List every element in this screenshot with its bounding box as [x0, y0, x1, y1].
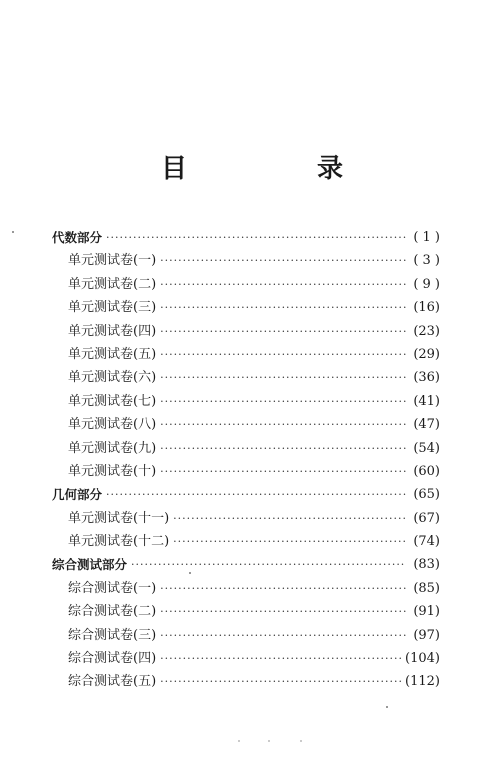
toc-entry[interactable] [52, 647, 440, 670]
toc-entry-page: (112) [405, 674, 440, 690]
scan-speck [300, 740, 302, 742]
toc-entry-page: (47) [413, 417, 440, 433]
toc-entry-page: (29) [413, 346, 440, 362]
toc-entry-page: (104) [405, 651, 440, 667]
dot-leader [160, 577, 406, 600]
dot-leader [160, 296, 406, 319]
dot-leader [106, 483, 406, 506]
toc-entry[interactable] [52, 530, 440, 553]
toc-entry-page: (41) [413, 393, 440, 409]
toc-entry-label: 单元测试卷(七) [68, 393, 157, 409]
toc-entry[interactable] [52, 226, 440, 249]
toc-entry-label: 单元测试卷(六) [68, 370, 157, 386]
toc-entry-page: (23) [413, 323, 440, 339]
toc-entry-label: 单元测试卷(四) [68, 323, 157, 339]
toc-entry[interactable] [52, 460, 440, 483]
toc-entry-page: ( 9 ) [413, 276, 440, 292]
dot-leader [106, 226, 406, 249]
toc-entry[interactable] [52, 553, 440, 576]
toc-entry-page: (54) [413, 440, 440, 456]
toc-entry[interactable] [52, 507, 440, 530]
toc-entry-page: (67) [413, 510, 440, 526]
dot-leader [160, 390, 406, 413]
dot-leader [160, 437, 406, 460]
dot-leader [160, 624, 406, 647]
toc-entry-page: (74) [413, 534, 440, 550]
toc-entry-label: 单元测试卷(一) [68, 253, 157, 269]
toc-entry-page: ( 3 ) [413, 253, 440, 269]
toc-entry[interactable] [52, 413, 440, 436]
toc-entry-label: 单元测试卷(五) [68, 346, 157, 362]
toc-entry-page: (36) [413, 370, 440, 386]
table-of-contents [52, 226, 440, 694]
scan-speck [268, 740, 270, 742]
dot-leader [160, 366, 406, 389]
dot-leader [160, 647, 401, 670]
toc-entry[interactable] [52, 320, 440, 343]
toc-entry-label: 单元测试卷(二) [68, 276, 157, 292]
dot-leader [160, 320, 406, 343]
toc-entry-page: (83) [413, 557, 440, 573]
toc-entry-label: 综合测试卷(二) [68, 604, 157, 620]
toc-entry-label: 代数部分 [52, 230, 103, 245]
toc-entry[interactable] [52, 624, 440, 647]
toc-entry-label: 综合测试卷(五) [68, 674, 157, 690]
dot-leader [160, 460, 406, 483]
toc-entry-label: 综合测试卷(一) [68, 580, 157, 596]
toc-entry[interactable] [52, 366, 440, 389]
dot-leader [160, 670, 401, 693]
scan-speck [189, 572, 191, 574]
toc-entry[interactable] [52, 670, 440, 693]
toc-entry-label: 单元测试卷(三) [68, 300, 157, 316]
toc-entry-label: 单元测试卷(十二) [68, 534, 170, 550]
toc-entry-page: (97) [413, 627, 440, 643]
toc-entry-label: 单元测试卷(八) [68, 417, 157, 433]
toc-entry-label: 单元测试卷(十) [68, 463, 157, 479]
toc-entry-label: 单元测试卷(九) [68, 440, 157, 456]
toc-entry[interactable] [52, 296, 440, 319]
dot-leader [173, 530, 406, 553]
toc-entry[interactable] [52, 343, 440, 366]
toc-entry-page: (16) [413, 300, 440, 316]
dot-leader [160, 343, 406, 366]
toc-entry-label: 综合测试部分 [52, 557, 128, 573]
scan-speck [12, 231, 14, 233]
toc-entry-label: 综合测试卷(四) [68, 651, 157, 667]
scan-speck [386, 706, 388, 708]
dot-leader [173, 507, 406, 530]
toc-entry[interactable] [52, 483, 440, 506]
toc-entry-page: ( 1 ) [413, 230, 440, 245]
dot-leader [131, 553, 406, 576]
toc-entry[interactable] [52, 437, 440, 460]
toc-entry-page: (65) [413, 487, 440, 503]
toc-entry[interactable] [52, 249, 440, 272]
toc-entry-page: (91) [413, 604, 440, 620]
toc-entry[interactable] [52, 577, 440, 600]
toc-entry-page: (85) [413, 580, 440, 596]
page-title: 目 录 [160, 154, 395, 184]
scan-speck [238, 740, 240, 742]
toc-entry-label: 单元测试卷(十一) [68, 510, 170, 526]
dot-leader [160, 273, 406, 296]
toc-entry-label: 几何部分 [52, 487, 103, 503]
dot-leader [160, 600, 406, 623]
toc-entry[interactable] [52, 273, 440, 296]
toc-entry-label: 综合测试卷(三) [68, 627, 157, 643]
toc-entry[interactable] [52, 390, 440, 413]
dot-leader [160, 249, 406, 272]
toc-entry[interactable] [52, 600, 440, 623]
dot-leader [160, 413, 406, 436]
toc-entry-page: (60) [413, 463, 440, 479]
